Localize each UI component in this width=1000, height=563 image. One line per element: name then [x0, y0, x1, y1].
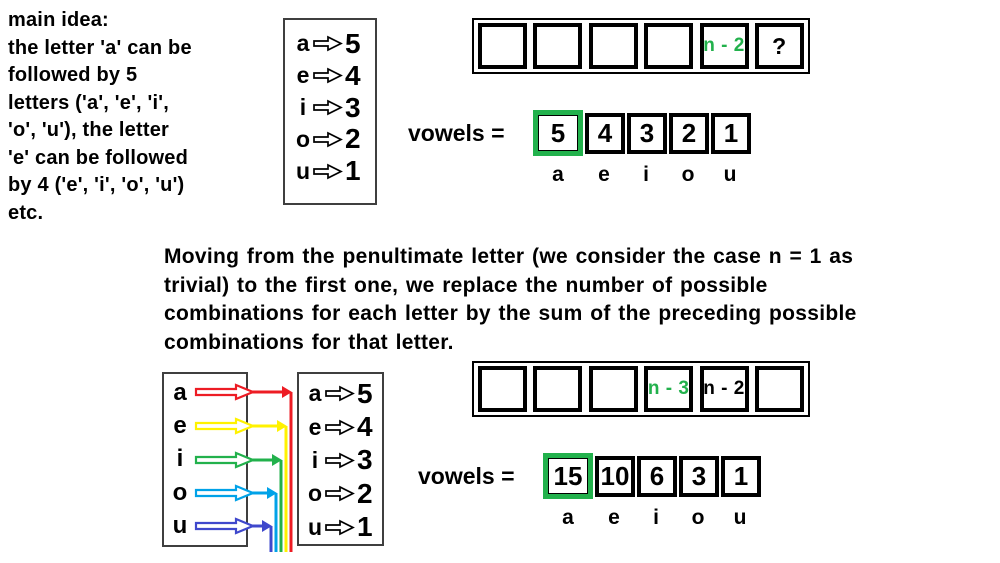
map-letter: o [307, 480, 323, 507]
count-value: 15 [548, 458, 588, 494]
map-value: 1 [357, 511, 373, 543]
main-idea-line: followed by 5 [8, 64, 138, 86]
map-letter: a [308, 380, 322, 407]
map-row [306, 444, 382, 477]
map-letter: u [307, 513, 323, 540]
vowels-label: vowels = [418, 462, 515, 489]
main-idea-line: 'o', 'u'), the letter [8, 119, 170, 141]
vowel-letter: e [173, 412, 187, 440]
vowels-array-top [408, 110, 751, 187]
vowel-letter-label: i [643, 163, 649, 186]
right-arrow-icon [325, 419, 355, 436]
map-value: 4 [345, 59, 361, 91]
map-row [294, 123, 375, 155]
map-value: 5 [357, 377, 373, 409]
main-idea-line: letters ('a', 'e', 'i', [8, 91, 169, 114]
count-box: 2 [669, 113, 709, 154]
right-arrow-icon [325, 452, 355, 469]
vowel-letter-labels [543, 506, 761, 530]
map-row [306, 410, 382, 443]
vowel-letter: u [172, 512, 188, 540]
position-cell [644, 23, 693, 69]
vowel-count-boxes [533, 110, 751, 156]
map-letter: i [299, 93, 307, 120]
flow-arrows-diagram [150, 370, 310, 562]
map-value: 1 [345, 155, 361, 187]
vowel-followers-map-top [283, 18, 377, 205]
vowel-letter-label: a [562, 506, 574, 529]
position-cell-n-minus-3: n - 3 [644, 366, 693, 412]
map-letter: i [311, 446, 319, 473]
main-idea-text [8, 7, 192, 227]
position-cell-n-minus-2: n - 2 [700, 23, 749, 69]
highlighted-count-box [533, 110, 583, 156]
map-value: 2 [357, 477, 373, 509]
map-row [294, 92, 375, 124]
position-cell-n-minus-2: n - 2 [700, 366, 749, 412]
vowel-followers-map-bottom [297, 372, 384, 546]
vowel-count-boxes [543, 453, 761, 499]
right-arrow-icon [325, 519, 355, 536]
main-idea-line: etc. [8, 201, 44, 224]
map-row [306, 477, 382, 510]
paragraph-line: Moving from the penultimate letter (we consider the case n = 1 as [164, 245, 854, 268]
position-cell [589, 23, 638, 69]
vowel-letter-label: a [552, 163, 564, 186]
right-arrow-icon [325, 385, 355, 402]
map-row [294, 155, 375, 187]
count-box: 1 [711, 113, 751, 154]
flow-arrow-blue [196, 519, 272, 552]
right-arrow-icon [313, 131, 343, 148]
right-arrow-icon [313, 163, 343, 180]
highlighted-count-box [543, 453, 593, 499]
map-value: 5 [345, 27, 361, 59]
paragraph-line: combinations for each letter by the sum of the preceding possible [164, 302, 857, 325]
map-letter: e [308, 413, 322, 440]
map-row [306, 377, 382, 410]
map-value: 2 [345, 123, 361, 155]
position-cell [478, 366, 527, 412]
map-letter: a [296, 30, 310, 57]
flow-arrow-yellow [196, 419, 287, 552]
vowel-letter: a [173, 378, 187, 406]
vowels-label: vowels = [408, 119, 505, 146]
vowel-letter: o [172, 478, 188, 506]
count-box: 1 [721, 456, 761, 497]
right-arrow-icon [325, 485, 355, 502]
paragraph-line: combinations for that letter. [164, 330, 454, 354]
count-box: 6 [637, 456, 677, 497]
position-cell [533, 366, 582, 412]
position-cell [589, 366, 638, 412]
main-idea-line: 'e' can be followed [8, 146, 189, 169]
vowel-letter-label: u [723, 163, 737, 186]
main-idea-line: the letter 'a' can be [8, 36, 192, 59]
vowel-letter-labels [533, 163, 751, 187]
count-box: 3 [627, 113, 667, 154]
map-row [294, 28, 375, 60]
map-value: 4 [357, 411, 373, 443]
count-value: 5 [538, 115, 578, 151]
count-box: 10 [595, 456, 635, 497]
position-cell [533, 23, 582, 69]
position-cell-unknown: ? [755, 23, 804, 69]
position-cell [478, 23, 527, 69]
right-arrow-icon [313, 67, 343, 84]
flow-arrow-green [196, 453, 282, 552]
right-arrow-icon [313, 99, 343, 116]
map-letter: o [295, 125, 311, 152]
vowel-letter-label: i [653, 506, 659, 529]
vowel-letter-label: o [691, 506, 705, 529]
explanation-paragraph [164, 243, 857, 357]
vowel-letter: i [176, 445, 184, 473]
main-idea-line: by 4 ('e', 'i', 'o', 'u') [8, 174, 185, 196]
paragraph-line: trivial) to the first one, we replace the number of possible [164, 273, 768, 297]
map-letter: e [296, 62, 310, 89]
map-row [294, 60, 375, 92]
map-letter: u [295, 157, 311, 184]
positions-strip-top [472, 18, 810, 74]
vowel-letter-label: o [681, 163, 695, 186]
main-idea-line: main idea: [8, 9, 109, 31]
count-box: 4 [585, 113, 625, 154]
vowel-letter-label: u [733, 506, 747, 529]
position-cell [755, 366, 804, 412]
map-value: 3 [357, 444, 373, 476]
vowel-letter-label: e [598, 163, 610, 186]
right-arrow-icon [313, 35, 343, 52]
map-row [306, 511, 382, 544]
count-box: 3 [679, 456, 719, 497]
positions-strip-bottom [472, 361, 810, 417]
map-value: 3 [345, 91, 361, 123]
vowels-array-bottom [418, 453, 761, 530]
vowel-letter-label: e [608, 506, 620, 529]
